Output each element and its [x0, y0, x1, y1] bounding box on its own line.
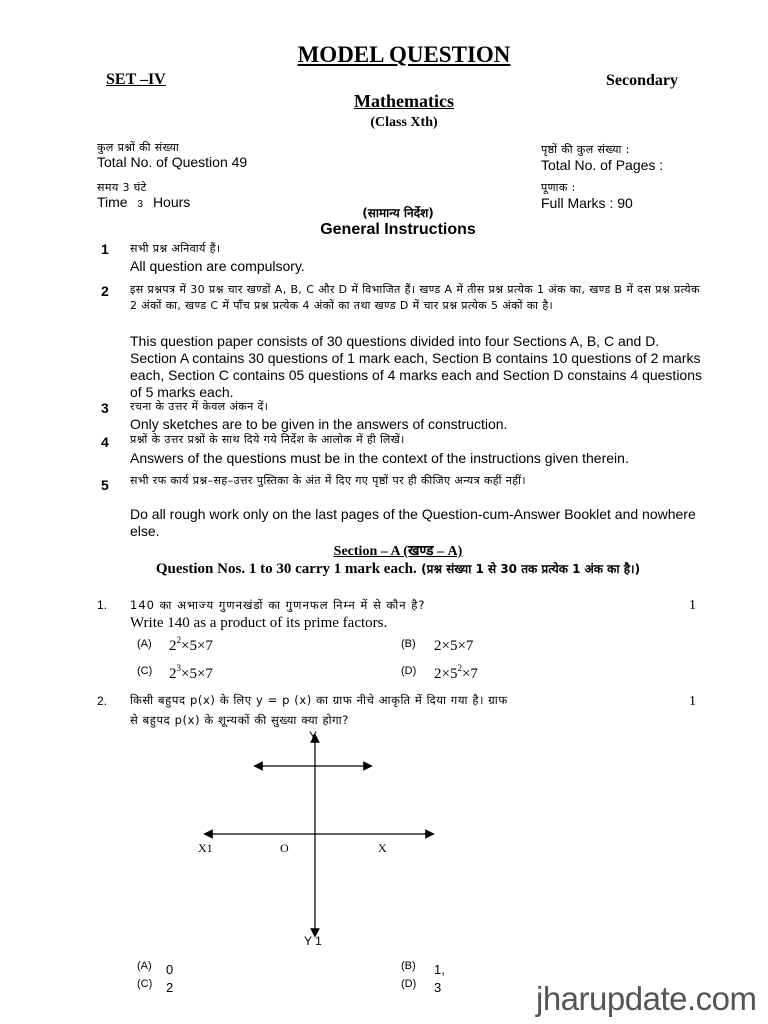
option-label: (D) — [401, 665, 417, 677]
option-value: $2^3\times 5\times 7$ — [169, 663, 213, 682]
full-marks-hindi: पूणाक : — [541, 181, 576, 194]
time-value: 3 — [137, 199, 144, 210]
option-value: 3 — [434, 980, 442, 995]
option-label: (B) — [401, 638, 416, 650]
instruction-text: This question paper consists of 30 questions divided into four Sections A, B, C and D. Section A contains 30 questions of 1 mark each, Section B contains 10 questions of 2 marks each, Section C contains 05 questions of 4 marks each and Section D constains 4 questions of 5 marks each. — [130, 333, 703, 400]
graph-label-y1: Y 1 — [304, 934, 322, 948]
question-english: Write 140 as a product of its prime factors. — [130, 615, 388, 631]
option-label: (C) — [137, 665, 153, 677]
question-number: 1. — [97, 598, 108, 612]
section-heading: Section – A (खण्ड – A) — [333, 544, 463, 559]
set-label: SET –IV — [106, 71, 166, 88]
instruction-number: 4 — [101, 434, 109, 450]
option-label: (A) — [137, 638, 152, 650]
option-label: (A) — [137, 960, 152, 972]
time-unit: Hours — [152, 194, 191, 210]
option-value: $2^2\times 5\times 7$ — [169, 635, 213, 654]
instruction-number: 1 — [101, 241, 109, 257]
level-label: Secondary — [606, 72, 678, 89]
time-label: Time — [97, 194, 128, 210]
time-hindi: समय 3 घंटे — [97, 181, 147, 194]
instructions-heading-hindi: (सामान्य निर्देश) — [362, 206, 434, 220]
option-label: (B) — [401, 960, 416, 972]
option-value: 2×5×7 — [434, 638, 474, 654]
instruction-text: Only sketches are to be given in the answers of construction. — [130, 416, 508, 432]
question-number: 2. — [97, 694, 108, 708]
question-marks: 1 — [689, 694, 696, 709]
graph-label-x: X — [378, 841, 387, 855]
option-value: 0 — [166, 962, 174, 977]
instructions-heading: General Instructions — [320, 221, 476, 238]
option-value: $2\times 5^2\times 7$ — [434, 663, 478, 682]
graph-label-y: Y — [309, 729, 318, 743]
class-line: (Class Xth) — [370, 115, 438, 130]
section-note — [0, 560, 768, 578]
question-count-hindi: कुल प्रश्नों की संख्या — [97, 141, 180, 154]
option-value: 2 — [166, 980, 174, 995]
graph-label-x1: X1 — [198, 841, 213, 855]
question-hindi: किसी बहुपद p(x) के लिए y = p (x) का ग्राफ नीचे आकृति में दिया गया है। ग्राफ — [130, 693, 508, 707]
question-hindi: से बहुपद p(x) के शून्यकों की सुख्या क्या होगा? — [130, 713, 349, 727]
page-title: MODEL QUESTION — [297, 42, 511, 67]
section-note-hindi: (प्रश्न संख्या 1 से 30 तक प्रत्येक 1 अंक का है।) — [421, 562, 641, 576]
subject-title: Mathematics — [354, 91, 454, 111]
instruction-text: All question are compulsory. — [130, 258, 305, 274]
instruction-hindi: सभी रफ कार्य प्रश्न–सह–उत्तर पुस्तिका के अंत में दिए गए पृष्ठों पर ही कीजिए अन्यत्र कहीं नहीं। — [130, 474, 526, 487]
option-value: 1, — [434, 962, 445, 977]
instruction-number: 3 — [101, 400, 109, 416]
option-label: (C) — [137, 978, 153, 990]
question-marks: 1 — [689, 598, 696, 613]
option-label: (D) — [401, 978, 417, 990]
instruction-text: Answers of the questions must be in the context of the instructions given therein. — [130, 450, 629, 466]
instruction-text: Do all rough work only on the last pages of the Question-cum-Answer Booklet and nowhere else. — [130, 506, 696, 539]
question-count: Total No. of Question 49 — [97, 154, 248, 170]
instruction-number: 2 — [101, 283, 109, 299]
pages-count: Total No. of Pages : — [541, 157, 664, 173]
instruction-hindi: रचना के उत्तर में केवल अंकन दें। — [130, 400, 269, 413]
full-marks: Full Marks : 90 — [541, 195, 633, 211]
instruction-hindi: इस प्रश्नपत्र में 30 प्रश्न चार खण्डों A, B, C और D में विभाजित हैं। खण्ड A में तीस प्रश्न प्रत्येक 1 अंक का, खण्ड B में दस प्रश्न प्रत्येक 2 अंकों का, खण्ड C में पाँच प्रश्न प्रत्येक 4 अंकों का तथा खण्ड D में चार प्रश्न प्रत्येक 5 अंकों का है। — [130, 283, 700, 312]
polynomial-graph — [200, 728, 440, 948]
watermark: jharupdate.com — [536, 980, 757, 1017]
section-note-english: Question Nos. 1 to 30 carry 1 mark each. — [155, 561, 417, 577]
instruction-hindi: प्रश्नों के उत्तर प्रश्नों के साथ दिये गये निर्देश के आलोक में ही लिखें। — [130, 433, 405, 446]
question-hindi: 140 का अभाज्य गुणनखंडों का गुणनफल निम्न में से कौन है? — [130, 598, 426, 612]
instruction-number: 5 — [101, 477, 109, 493]
instruction-hindi: सभी प्रश्न अनिवार्य हैं। — [130, 242, 221, 255]
graph-label-origin: O — [280, 841, 289, 855]
pages-count-hindi: पृष्ठों की कुल संख्या : — [541, 143, 630, 156]
